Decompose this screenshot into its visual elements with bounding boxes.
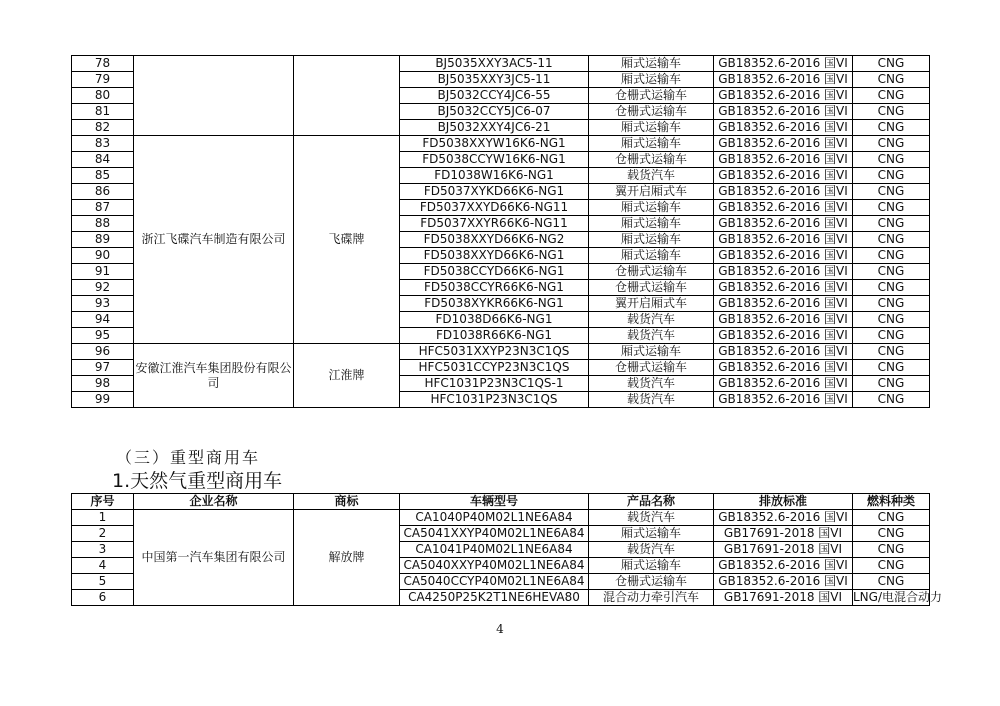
emission-standard: GB18352.6-2016 国VI: [714, 216, 853, 232]
fuel-type: CNG: [853, 392, 930, 408]
fuel-type: CNG: [853, 248, 930, 264]
emission-standard: GB18352.6-2016 国VI: [714, 280, 853, 296]
row-index: 6: [72, 590, 134, 606]
emission-standard: GB18352.6-2016 国VI: [714, 136, 853, 152]
row-index: 2: [72, 526, 134, 542]
emission-standard: GB18352.6-2016 国VI: [714, 558, 853, 574]
product-name: 仓栅式运输车: [589, 264, 714, 280]
header-emission: 排放标准: [714, 494, 853, 510]
row-index: 86: [72, 184, 134, 200]
row-index: 83: [72, 136, 134, 152]
emission-standard: GB18352.6-2016 国VI: [714, 510, 853, 526]
fuel-type: CNG: [853, 104, 930, 120]
vehicle-model: HFC5031CCYP23N3C1QS: [400, 360, 589, 376]
vehicle-model: FD5037XXYD66K6-NG11: [400, 200, 589, 216]
product-name: 载货汽车: [589, 312, 714, 328]
fuel-type: CNG: [853, 280, 930, 296]
section-heading: （三）重型商用车: [116, 448, 261, 467]
fuel-type: CNG: [853, 360, 930, 376]
row-index: 87: [72, 200, 134, 216]
vehicle-model: CA1040P40M02L1NE6A84: [400, 510, 589, 526]
emission-standard: GB18352.6-2016 国VI: [714, 104, 853, 120]
fuel-type: CNG: [853, 152, 930, 168]
emission-standard: GB17691-2018 国VI: [714, 590, 853, 606]
product-name: 翼开启厢式车: [589, 296, 714, 312]
product-name: 厢式运输车: [589, 248, 714, 264]
emission-standard: GB18352.6-2016 国VI: [714, 574, 853, 590]
product-name: 仓栅式运输车: [589, 152, 714, 168]
fuel-type: CNG: [853, 344, 930, 360]
table-row: [72, 136, 930, 152]
row-index: 78: [72, 56, 134, 72]
vehicle-model: FD5038CCYD66K6-NG1: [400, 264, 589, 280]
fuel-type: CNG: [853, 168, 930, 184]
brand-name: [294, 56, 400, 136]
vehicle-model: FD1038R66K6-NG1: [400, 328, 589, 344]
emission-standard: GB18352.6-2016 国VI: [714, 312, 853, 328]
product-name: 载货汽车: [589, 510, 714, 526]
vehicle-model: CA5040XXYP40M02L1NE6A84: [400, 558, 589, 574]
row-index: 89: [72, 232, 134, 248]
product-name: 厢式运输车: [589, 136, 714, 152]
vehicle-model: FD5038XYKR66K6-NG1: [400, 296, 589, 312]
row-index: 1: [72, 510, 134, 526]
emission-standard: GB18352.6-2016 国VI: [714, 184, 853, 200]
row-index: 95: [72, 328, 134, 344]
emission-standard: GB18352.6-2016 国VI: [714, 344, 853, 360]
emission-standard: GB18352.6-2016 国VI: [714, 296, 853, 312]
brand-name: 飞碟牌: [294, 136, 400, 344]
header-index: 序号: [72, 494, 134, 510]
product-name: 混合动力牵引汽车: [589, 590, 714, 606]
fuel-type: CNG: [853, 216, 930, 232]
product-name: 载货汽车: [589, 168, 714, 184]
fuel-type: CNG: [853, 264, 930, 280]
fuel-type: CNG: [853, 200, 930, 216]
fuel-type: CNG: [853, 510, 930, 526]
row-index: 84: [72, 152, 134, 168]
header-brand: 商标: [294, 494, 400, 510]
vehicle-model: FD5038XXYD66K6-NG1: [400, 248, 589, 264]
row-index: 85: [72, 168, 134, 184]
emission-standard: GB18352.6-2016 国VI: [714, 328, 853, 344]
row-index: 91: [72, 264, 134, 280]
product-name: 厢式运输车: [589, 526, 714, 542]
product-name: 厢式运输车: [589, 120, 714, 136]
row-index: 80: [72, 88, 134, 104]
product-name: 载货汽车: [589, 328, 714, 344]
product-name: 仓栅式运输车: [589, 280, 714, 296]
vehicle-model: CA4250P25K2T1NE6HEVA80: [400, 590, 589, 606]
fuel-type: CNG: [853, 526, 930, 542]
sub-heading: 1.天然气重型商用车: [112, 470, 283, 492]
heavy-commercial-vehicle-table: [71, 493, 943, 606]
fuel-type: CNG: [853, 184, 930, 200]
table-row: [72, 510, 930, 526]
emission-standard: GB18352.6-2016 国VI: [714, 168, 853, 184]
row-index: 82: [72, 120, 134, 136]
fuel-type: CNG: [853, 574, 930, 590]
row-index: 90: [72, 248, 134, 264]
fuel-type: CNG: [853, 72, 930, 88]
vehicle-model: BJ5032CCY5JC6-07: [400, 104, 589, 120]
vehicle-model: HFC1031P23N3C1QS-1: [400, 376, 589, 392]
product-name: 载货汽车: [589, 392, 714, 408]
brand-name: 解放牌: [294, 510, 400, 606]
vehicle-model: BJ5032CCY4JC6-55: [400, 88, 589, 104]
company-name: [134, 56, 294, 136]
emission-standard: GB18352.6-2016 国VI: [714, 152, 853, 168]
emission-standard: GB18352.6-2016 国VI: [714, 360, 853, 376]
header-company: 企业名称: [134, 494, 294, 510]
emission-standard: GB18352.6-2016 国VI: [714, 200, 853, 216]
vehicle-model: FD1038W16K6-NG1: [400, 168, 589, 184]
row-index: 88: [72, 216, 134, 232]
company-name: 安徽江淮汽车集团股份有限公司: [134, 344, 294, 408]
emission-standard: GB18352.6-2016 国VI: [714, 72, 853, 88]
fuel-type: CNG: [853, 376, 930, 392]
fuel-type: CNG: [853, 558, 930, 574]
vehicle-model: BJ5035XXY3AC5-11: [400, 56, 589, 72]
product-name: 厢式运输车: [589, 72, 714, 88]
upper-vehicle-table: [71, 55, 930, 408]
emission-standard: GB18352.6-2016 国VI: [714, 120, 853, 136]
fuel-type: CNG: [853, 56, 930, 72]
emission-standard: GB18352.6-2016 国VI: [714, 248, 853, 264]
row-index: 93: [72, 296, 134, 312]
vehicle-model: FD1038D66K6-NG1: [400, 312, 589, 328]
row-index: 94: [72, 312, 134, 328]
header-fuel: 燃料种类: [853, 494, 930, 510]
product-name: 载货汽车: [589, 376, 714, 392]
product-name: 厢式运输车: [589, 200, 714, 216]
product-name: 仓栅式运输车: [589, 104, 714, 120]
header-product: 产品名称: [589, 494, 714, 510]
fuel-type: CNG: [853, 296, 930, 312]
table-row: [72, 344, 930, 360]
product-name: 厢式运输车: [589, 558, 714, 574]
table-row: [72, 56, 930, 72]
emission-standard: GB18352.6-2016 国VI: [714, 56, 853, 72]
emission-standard: GB18352.6-2016 国VI: [714, 88, 853, 104]
row-index: 98: [72, 376, 134, 392]
vehicle-model: BJ5035XXY3JC5-11: [400, 72, 589, 88]
vehicle-model: FD5038XXYD66K6-NG2: [400, 232, 589, 248]
emission-standard: GB18352.6-2016 国VI: [714, 264, 853, 280]
vehicle-model: CA5041XXYP40M02L1NE6A84: [400, 526, 589, 542]
product-name: 厢式运输车: [589, 344, 714, 360]
vehicle-model: CA5040CCYP40M02L1NE6A84: [400, 574, 589, 590]
fuel-type: CNG: [853, 232, 930, 248]
vehicle-model: FD5037XYKD66K6-NG1: [400, 184, 589, 200]
row-index: 5: [72, 574, 134, 590]
row-index: 4: [72, 558, 134, 574]
fuel-type: CNG: [853, 136, 930, 152]
fuel-type: CNG: [853, 312, 930, 328]
emission-standard: GB17691-2018 国VI: [714, 526, 853, 542]
page-number: 4: [496, 622, 504, 636]
row-index: 99: [72, 392, 134, 408]
company-name: 浙江飞碟汽车制造有限公司: [134, 136, 294, 344]
row-index: 96: [72, 344, 134, 360]
header-model: 车辆型号: [400, 494, 589, 510]
company-name: 中国第一汽车集团有限公司: [134, 510, 294, 606]
emission-standard: GB17691-2018 国VI: [714, 542, 853, 558]
product-name: 厢式运输车: [589, 216, 714, 232]
table-header-row: [72, 494, 930, 510]
product-name: 仓栅式运输车: [589, 360, 714, 376]
row-index: 92: [72, 280, 134, 296]
fuel-type: CNG: [853, 120, 930, 136]
product-name: 仓栅式运输车: [589, 574, 714, 590]
product-name: 载货汽车: [589, 542, 714, 558]
fuel-type: CNG: [853, 328, 930, 344]
emission-standard: GB18352.6-2016 国VI: [714, 376, 853, 392]
fuel-type: CNG: [853, 542, 930, 558]
product-name: 翼开启厢式车: [589, 184, 714, 200]
product-name: 仓栅式运输车: [589, 88, 714, 104]
vehicle-model: HFC1031P23N3C1QS: [400, 392, 589, 408]
vehicle-model: HFC5031XXYP23N3C1QS: [400, 344, 589, 360]
vehicle-model: FD5038CCYW16K6-NG1: [400, 152, 589, 168]
fuel-type: CNG: [853, 88, 930, 104]
vehicle-model: BJ5032XXY4JC6-21: [400, 120, 589, 136]
emission-standard: GB18352.6-2016 国VI: [714, 392, 853, 408]
vehicle-model: FD5037XXYR66K6-NG11: [400, 216, 589, 232]
emission-standard: GB18352.6-2016 国VI: [714, 232, 853, 248]
row-index: 3: [72, 542, 134, 558]
fuel-type: LNG/电混合动力: [853, 590, 943, 604]
vehicle-model: FD5038XXYW16K6-NG1: [400, 136, 589, 152]
row-index: 81: [72, 104, 134, 120]
brand-name: 江淮牌: [294, 344, 400, 408]
product-name: 厢式运输车: [589, 232, 714, 248]
vehicle-model: FD5038CCYR66K6-NG1: [400, 280, 589, 296]
vehicle-model: CA1041P40M02L1NE6A84: [400, 542, 589, 558]
row-index: 97: [72, 360, 134, 376]
product-name: 厢式运输车: [589, 56, 714, 72]
row-index: 79: [72, 72, 134, 88]
